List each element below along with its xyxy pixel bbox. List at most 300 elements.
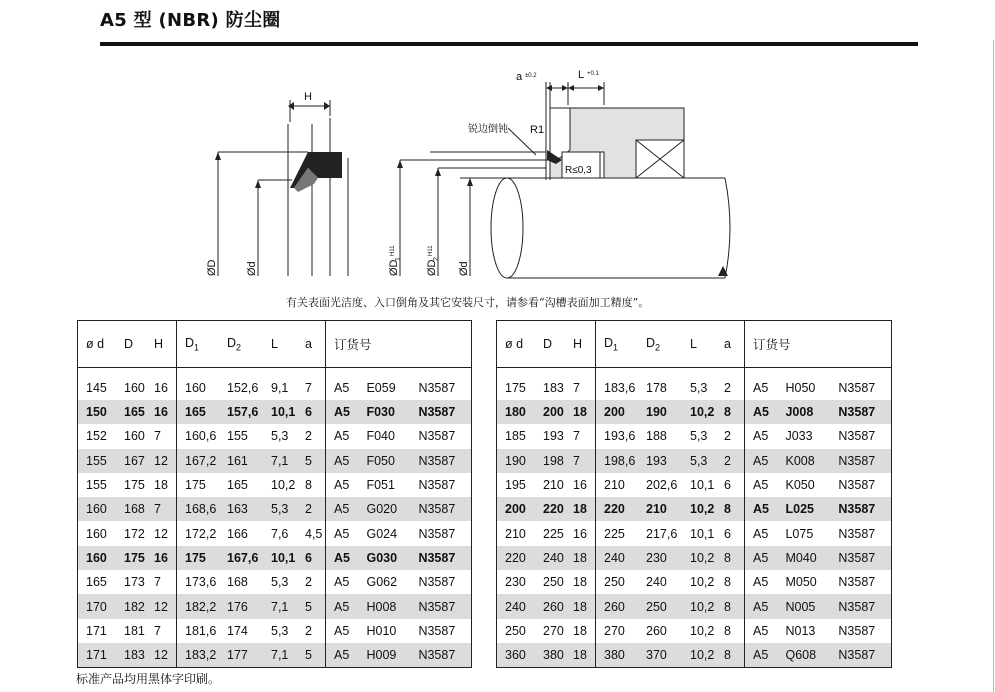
cell-D: 260 (535, 594, 565, 618)
cell-p1: A5 (326, 368, 359, 401)
cell-p2: N013 (785, 623, 816, 638)
cell-a: 2 (305, 623, 312, 638)
cell-D2: 161 (219, 449, 263, 473)
cell-p1: A5 (745, 368, 778, 401)
cell-L: 10,1 (263, 546, 297, 570)
cell-H: 7 (154, 575, 161, 590)
table-row (78, 449, 472, 473)
title-underline (100, 42, 918, 46)
table-row (497, 424, 892, 448)
cell-H: 18 (565, 546, 596, 570)
cell-a: 8 (716, 643, 745, 668)
table-row (497, 594, 892, 618)
cell-p2: K050 (785, 478, 815, 493)
cell-D1: 173,6 (177, 570, 220, 594)
cell-H: 12 (146, 449, 177, 473)
cell-d: 200 (497, 497, 536, 521)
col-D: D (116, 321, 146, 368)
cell-D1: 260 (596, 594, 639, 618)
cell-D2: 250 (638, 594, 682, 618)
spec-table-left (77, 320, 472, 668)
cell-D1: 175 (177, 473, 220, 497)
cell-D2: 176 (219, 594, 263, 618)
cell-L: 5,3 (271, 429, 289, 444)
cell-D: 225 (543, 526, 564, 541)
cell-d: 220 (497, 546, 536, 570)
cell-p3: N3587 (830, 594, 891, 618)
cell-d: 152 (86, 429, 107, 444)
cell-p1: A5 (326, 570, 359, 594)
col-a: a (297, 321, 326, 368)
cell-p2: H008 (358, 594, 410, 618)
cell-D1: 225 (596, 521, 639, 545)
cell-p2: F051 (366, 478, 395, 493)
cell-D1: 380 (596, 643, 639, 668)
cell-L: 10,1 (690, 526, 715, 541)
cell-p2: H009 (358, 643, 410, 668)
cell-d: 160 (78, 546, 117, 570)
cell-H: 16 (573, 526, 587, 541)
cell-D2: 202,6 (646, 478, 678, 493)
cell-H: 7 (573, 429, 580, 444)
cell-p3: N3587 (418, 575, 456, 590)
cell-a: 7 (305, 381, 312, 395)
cell-p1: A5 (745, 521, 778, 545)
table-row (497, 521, 892, 545)
cell-d: 210 (505, 526, 526, 541)
cell-D: 181 (124, 623, 145, 638)
cell-D1: 270 (596, 619, 639, 643)
cell-p2: G030 (358, 546, 410, 570)
cell-p2: G024 (366, 526, 398, 541)
col-D1: $D_1$ (177, 321, 220, 368)
col-D1: $D_1$ (596, 321, 639, 368)
cell-p2: N005 (777, 594, 830, 618)
cell-D1: 210 (596, 473, 639, 497)
cell-p2: J033 (785, 429, 813, 444)
cell-L: 7,1 (263, 449, 297, 473)
cell-D: 175 (124, 478, 145, 493)
cell-L: 10,2 (682, 497, 716, 521)
table-row (78, 400, 472, 424)
cell-D: 175 (116, 546, 146, 570)
spec-table-right (496, 320, 892, 668)
table-row (78, 643, 472, 668)
cell-d: 171 (78, 643, 117, 668)
cell-D2: 210 (638, 497, 682, 521)
cell-D2: 168 (227, 575, 248, 590)
cell-D1: 172,2 (177, 521, 220, 545)
cell-a: 8 (724, 575, 731, 590)
cell-p1: A5 (745, 497, 778, 521)
cell-p3: N3587 (410, 546, 471, 570)
cell-a: 2 (305, 429, 312, 444)
cell-d: 195 (505, 478, 526, 493)
cell-a: 8 (716, 400, 745, 424)
label-H11-b: H11 (428, 245, 434, 256)
cell-p2: M050 (785, 575, 817, 590)
cell-D1: 183,6 (596, 368, 639, 401)
cell-p2: L075 (785, 526, 814, 541)
cell-p1: A5 (326, 449, 359, 473)
cell-D: 172 (124, 526, 145, 541)
cell-D: 183 (116, 643, 146, 668)
cell-H: 18 (565, 594, 596, 618)
cell-p1: A5 (326, 497, 359, 521)
cell-H: 18 (565, 643, 596, 668)
seal-drawing (190, 60, 750, 290)
table-row (78, 546, 472, 570)
cell-L: 5,3 (271, 575, 289, 590)
table-row (497, 368, 892, 401)
cell-a: 2 (724, 429, 731, 444)
cell-p3: N3587 (418, 526, 456, 541)
cell-p2: J008 (777, 400, 830, 424)
cell-p1: A5 (326, 594, 359, 618)
cell-L: 5,3 (690, 429, 708, 444)
cell-L: 5,3 (690, 381, 708, 395)
cell-p2: L025 (777, 497, 830, 521)
cell-D: 183 (543, 381, 564, 395)
cell-a: 8 (716, 594, 745, 618)
cell-p3: N3587 (838, 526, 876, 541)
cell-p2: G020 (358, 497, 410, 521)
cell-D: 250 (543, 575, 564, 590)
cell-D1: 182,2 (177, 594, 220, 618)
cell-H: 16 (146, 546, 177, 570)
cell-L: 7,1 (263, 643, 297, 668)
cell-p1: A5 (745, 400, 778, 424)
cell-d: 185 (505, 429, 526, 444)
cell-p1: A5 (745, 594, 778, 618)
cell-H: 16 (154, 381, 168, 395)
cell-D2: 193 (638, 449, 682, 473)
cell-p1: A5 (326, 643, 359, 668)
cell-L: 5,3 (682, 449, 716, 473)
col-L: L (682, 321, 716, 368)
cell-p1: A5 (745, 570, 778, 594)
cell-a: 2 (716, 449, 745, 473)
label-Od-shaft: Ød (458, 261, 470, 276)
cell-a: 6 (297, 546, 326, 570)
label-H11-a: H11 (390, 245, 396, 256)
table-row (78, 594, 472, 618)
cell-L: 7,1 (263, 594, 297, 618)
surface-note: 有关表面光洁度、入口倒角及其它安装尺寸，请参看“沟槽表面加工精度”。 (286, 296, 650, 309)
cell-D: 198 (535, 449, 565, 473)
col-L: L (263, 321, 297, 368)
col-order-number: 订货号 (326, 321, 472, 368)
label-H: H (304, 91, 312, 103)
cell-p3: N3587 (830, 546, 891, 570)
cell-p1: A5 (745, 449, 778, 473)
cell-D1: 181,6 (177, 619, 220, 643)
cell-p3: N3587 (830, 400, 891, 424)
cell-L: 7,6 (271, 526, 289, 541)
col-H: H (146, 321, 177, 368)
cell-H: 18 (565, 497, 596, 521)
cell-D2: 165 (227, 478, 248, 493)
cell-D2: 174 (227, 623, 248, 638)
cell-p2: E059 (366, 381, 396, 395)
cell-L: 5,3 (263, 497, 297, 521)
cell-D2: 152,6 (227, 381, 259, 395)
cell-p3: N3587 (838, 381, 876, 395)
label-L: L (578, 69, 585, 81)
cell-p1: A5 (326, 546, 359, 570)
cell-D: 160 (124, 381, 145, 395)
cell-d: 240 (497, 594, 536, 618)
cell-H: 7 (154, 623, 161, 638)
cell-d: 250 (505, 623, 526, 638)
cell-D: 200 (535, 400, 565, 424)
cell-L: 10,2 (690, 623, 715, 638)
cell-a: 2 (724, 381, 731, 395)
cell-p3: N3587 (410, 643, 471, 668)
table-row (78, 570, 472, 594)
cell-p2: M040 (777, 546, 830, 570)
cell-p3: N3587 (838, 429, 876, 444)
cell-D1: 175 (177, 546, 220, 570)
cell-p2: F030 (358, 400, 410, 424)
cell-D2: 240 (646, 575, 667, 590)
cell-a: 4,5 (305, 526, 323, 541)
cell-D: 193 (543, 429, 564, 444)
cell-a: 6 (724, 526, 731, 541)
label-R03: R≤0,3 (565, 165, 592, 176)
cell-p2: Q608 (777, 643, 830, 668)
cell-a: 2 (305, 575, 312, 590)
cell-p3: N3587 (838, 575, 876, 590)
label-Od: Ød (246, 261, 258, 276)
col-a: a (716, 321, 745, 368)
cell-p1: A5 (745, 473, 778, 497)
table-row (497, 497, 892, 521)
cell-D1: 240 (596, 546, 639, 570)
cell-d: 160 (86, 526, 107, 541)
cell-d: 165 (86, 575, 107, 590)
table-row (78, 424, 472, 448)
cell-D: 173 (124, 575, 145, 590)
col-D2: $D_2$ (638, 321, 682, 368)
label-L-tolerance: +0.1 (587, 71, 599, 77)
cell-H: 7 (565, 449, 596, 473)
cell-D: 220 (535, 497, 565, 521)
cell-D1: 200 (596, 400, 639, 424)
cell-a: 5 (297, 449, 326, 473)
cell-L: 10,2 (682, 400, 716, 424)
table-row (497, 449, 892, 473)
cell-D2: 188 (646, 429, 667, 444)
cell-p2: H010 (366, 623, 397, 638)
cell-H: 12 (146, 643, 177, 668)
cell-D: 168 (116, 497, 146, 521)
cell-D1: 160,6 (177, 424, 220, 448)
cell-d: 145 (86, 381, 107, 395)
cell-D2: 166 (227, 526, 248, 541)
cell-H: 7 (146, 497, 177, 521)
cell-D: 380 (535, 643, 565, 668)
label-R1: R1 (530, 124, 545, 136)
cell-d: 190 (497, 449, 536, 473)
cell-D1: 250 (596, 570, 639, 594)
label-D2-sub: 2 (433, 257, 440, 261)
cell-p2: G062 (366, 575, 398, 590)
label-OD2: ØD (426, 259, 438, 276)
cell-p3: N3587 (410, 594, 471, 618)
col-order-number: 订货号 (745, 321, 892, 368)
cell-L: 5,3 (271, 623, 289, 638)
cell-D: 165 (116, 400, 146, 424)
table-row (78, 473, 472, 497)
col-D: D (535, 321, 565, 368)
cell-d: 175 (505, 381, 526, 395)
cell-D2: 370 (638, 643, 682, 668)
cell-a: 8 (305, 478, 312, 493)
cell-H: 12 (154, 526, 168, 541)
cell-H: 18 (154, 478, 168, 493)
cell-D1: 193,6 (596, 424, 639, 448)
cell-D1: 160 (177, 368, 220, 401)
cell-p1: A5 (745, 424, 778, 448)
cell-d: 230 (505, 575, 526, 590)
cell-p3: N3587 (418, 478, 456, 493)
cell-D1: 183,2 (177, 643, 220, 668)
cell-p2: K008 (777, 449, 830, 473)
cell-D1: 168,6 (177, 497, 220, 521)
cell-D1: 167,2 (177, 449, 220, 473)
cell-D2: 157,6 (219, 400, 263, 424)
cell-D1: 198,6 (596, 449, 639, 473)
cell-d: 180 (497, 400, 536, 424)
cell-p3: N3587 (830, 497, 891, 521)
table-row (78, 619, 472, 643)
cell-p3: N3587 (418, 429, 456, 444)
cell-D: 167 (116, 449, 146, 473)
cell-p1: A5 (326, 400, 359, 424)
label-a-tolerance: ±0.2 (525, 73, 537, 79)
footer-note: 标准产品均用黑体字印刷。 (76, 672, 221, 686)
cell-D: 270 (543, 623, 564, 638)
cell-a: 6 (297, 400, 326, 424)
cell-d: 170 (78, 594, 117, 618)
cell-D: 160 (124, 429, 145, 444)
table-row (497, 546, 892, 570)
cell-L: 10,2 (271, 478, 296, 493)
cell-p3: N3587 (418, 381, 456, 395)
label-sharp-edge: 锐边倒钝 (468, 124, 508, 135)
table-header-row (497, 321, 892, 368)
cell-H: 16 (146, 400, 177, 424)
cell-L: 10,2 (682, 546, 716, 570)
label-a: a (516, 71, 523, 83)
cell-H: 18 (573, 623, 587, 638)
cell-p1: A5 (326, 619, 359, 643)
cell-H: 18 (573, 575, 587, 590)
cell-p1: A5 (745, 643, 778, 668)
cell-p3: N3587 (410, 449, 471, 473)
cell-D: 210 (543, 478, 564, 493)
cell-D2: 217,6 (646, 526, 678, 541)
cell-D2: 178 (646, 381, 667, 395)
table-row (497, 643, 892, 668)
cell-L: 10,2 (682, 594, 716, 618)
table-header-row (78, 321, 472, 368)
cell-p3: N3587 (410, 400, 471, 424)
cell-D1: 220 (596, 497, 639, 521)
cell-p3: N3587 (838, 478, 876, 493)
cell-a: 6 (724, 478, 731, 493)
cell-L: 10,2 (690, 575, 715, 590)
table-row (497, 473, 892, 497)
cell-H: 16 (573, 478, 587, 493)
cell-p2: H050 (785, 381, 816, 395)
cell-a: 5 (297, 643, 326, 668)
cell-p1: A5 (745, 546, 778, 570)
cell-p3: N3587 (830, 643, 891, 668)
cell-d: 360 (497, 643, 536, 668)
cell-D2: 167,6 (219, 546, 263, 570)
cell-p1: A5 (326, 473, 359, 497)
label-OD1: ØD (388, 259, 400, 276)
cell-d: 171 (86, 623, 107, 638)
cell-p3: N3587 (410, 497, 471, 521)
table-row (78, 497, 472, 521)
cell-p3: N3587 (418, 623, 456, 638)
cell-D2: 155 (227, 429, 248, 444)
table-row (497, 400, 892, 424)
cell-a: 8 (716, 497, 745, 521)
cell-d: 155 (86, 478, 107, 493)
cell-D2: 177 (219, 643, 263, 668)
cell-L: 9,1 (271, 381, 289, 395)
col-D2: $D_2$ (219, 321, 263, 368)
cell-a: 8 (724, 623, 731, 638)
cell-L: 10,1 (263, 400, 297, 424)
cell-H: 7 (154, 429, 161, 444)
cell-a: 5 (297, 594, 326, 618)
cell-L: 10,1 (690, 478, 715, 493)
label-OD: ØD (206, 259, 218, 276)
table-row (78, 521, 472, 545)
cell-H: 18 (565, 400, 596, 424)
col-H: H (565, 321, 596, 368)
table-row (78, 368, 472, 401)
cell-D1: 165 (177, 400, 220, 424)
cell-p2: F050 (358, 449, 410, 473)
col-od: ø d (497, 321, 536, 368)
table-row (497, 570, 892, 594)
label-D1-sub: 1 (395, 257, 402, 261)
cell-D2: 163 (219, 497, 263, 521)
cell-d: 160 (78, 497, 117, 521)
cell-p1: A5 (326, 521, 359, 545)
cell-D: 240 (535, 546, 565, 570)
cell-D2: 230 (638, 546, 682, 570)
cell-p1: A5 (745, 619, 778, 643)
cell-p3: N3587 (838, 623, 876, 638)
cell-p2: F040 (366, 429, 395, 444)
page-title: A5 型 (NBR) 防尘圈 (100, 10, 281, 31)
cell-D2: 260 (646, 623, 667, 638)
cell-p1: A5 (326, 424, 359, 448)
cell-a: 2 (297, 497, 326, 521)
cell-p3: N3587 (830, 449, 891, 473)
cell-D2: 190 (638, 400, 682, 424)
cell-d: 155 (78, 449, 117, 473)
col-od: ø d (78, 321, 117, 368)
cell-D: 182 (116, 594, 146, 618)
